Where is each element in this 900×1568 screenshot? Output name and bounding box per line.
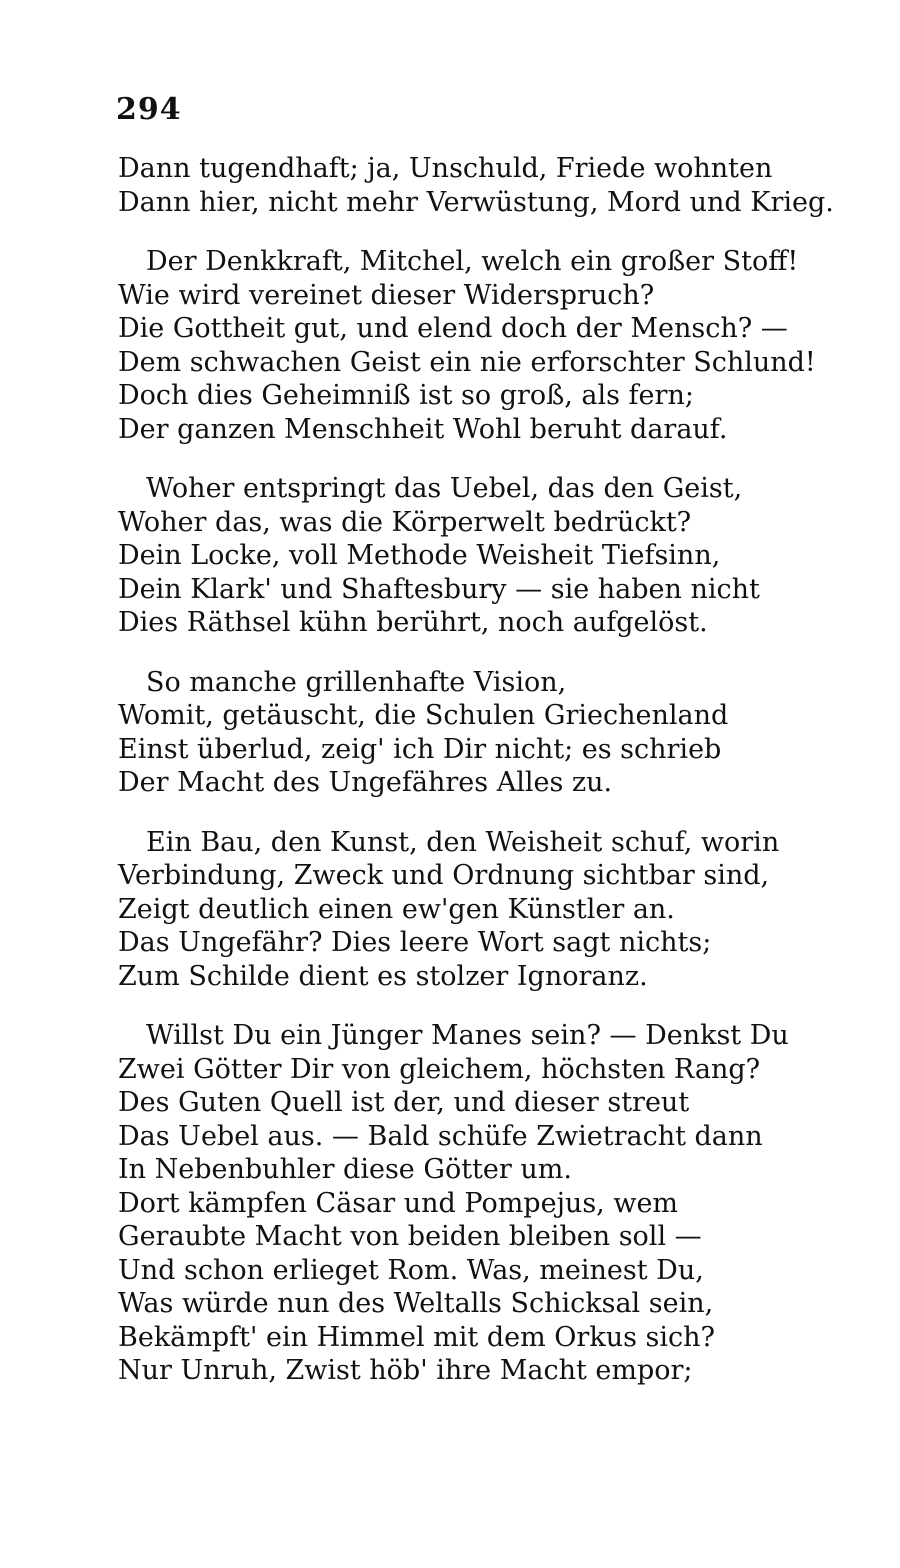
stanza [118, 152, 838, 219]
verse-line: Des Guten Quell ist der, und dieser streut [118, 1087, 690, 1118]
stanza [118, 826, 838, 994]
verse-line: Wie wird vereinet dieser Widerspruch? [118, 279, 655, 311]
verse-line: Der Macht des Ungefähres Alles zu. [118, 767, 613, 798]
stanza [118, 1019, 838, 1388]
verse-line: Woher entspringt das Uebel, das den Geist, [146, 473, 743, 504]
verse-line: Zum Schilde dient es stolzer Ignoranz. [118, 960, 648, 992]
verse-line: Dann hier, nicht mehr Verwüstung, Mord und Krieg. [118, 186, 834, 218]
verse-line: In Nebenbuhler diese Götter um. [118, 1154, 572, 1185]
verse-line: Woher das, was die Körperwelt bedrückt? [118, 506, 692, 538]
verse-line: Nur Unruh, Zwist höb' ihre Macht empor; [118, 1355, 693, 1386]
verse-line: Zeigt deutlich einen ew'gen Künstler an. [118, 893, 675, 925]
verse-line: Dem schwachen Geist ein nie erforschter Schlund! [118, 346, 816, 378]
verse-line: Willst Du ein Jünger Manes sein? — Denkst Du [146, 1020, 789, 1051]
verse-line: Dein Locke, voll Methode Weisheit Tiefsinn, [118, 540, 721, 571]
verse-line: Das Uebel aus. — Bald schüfe Zwietracht dann [118, 1120, 763, 1152]
verse-line: Der ganzen Menschheit Wohl beruht darauf. [118, 413, 728, 445]
verse-line: Geraubte Macht von beiden bleiben soll — [118, 1221, 702, 1252]
stanza [118, 245, 838, 446]
stanza [118, 666, 838, 800]
verse-line: Dein Klark' und Shaftesbury — sie haben nicht [118, 573, 760, 605]
verse-line: Dann tugendhaft; ja, Unschuld, Friede wohnten [118, 153, 773, 184]
verse-line: Das Ungefähr? Dies leere Wort sagt nichts; [118, 927, 712, 958]
stanza [118, 472, 838, 640]
verse-line: Einst überlud, zeig' ich Dir nicht; es schrieb [118, 733, 722, 765]
verse-line: Was würde nun des Weltalls Schicksal sein, [118, 1288, 714, 1319]
page-number: 294 [116, 92, 182, 127]
verse-line: Doch dies Geheimniß ist so groß, als fern; [118, 380, 694, 411]
verse-line: Die Gottheit gut, und elend doch der Mensch? — [118, 313, 788, 344]
verse-line: So manche grillenhafte Vision, [146, 666, 567, 698]
verse-line: Ein Bau, den Kunst, den Weisheit schuf, worin [146, 826, 780, 858]
verse-line: Bekämpft' ein Himmel mit dem Orkus sich? [118, 1321, 716, 1353]
verse-line: Dort kämpfen Cäsar und Pompejus, wem [118, 1187, 679, 1219]
verse-line: Und schon erlieget Rom. Was, meinest Du, [118, 1254, 704, 1286]
verse-line: Der Denkkraft, Mitchel, welch ein großer Stoff! [146, 246, 799, 277]
verse-line: Dies Räthsel kühn berührt, noch aufgelöst. [118, 607, 708, 638]
verse-line: Womit, getäuscht, die Schulen Griechenland [118, 700, 729, 731]
poem-body [118, 152, 838, 1414]
verse-line: Zwei Götter Dir von gleichem, höchsten Rang? [118, 1053, 761, 1085]
verse-line: Verbindung, Zweck und Ordnung sichtbar sind, [118, 860, 770, 891]
